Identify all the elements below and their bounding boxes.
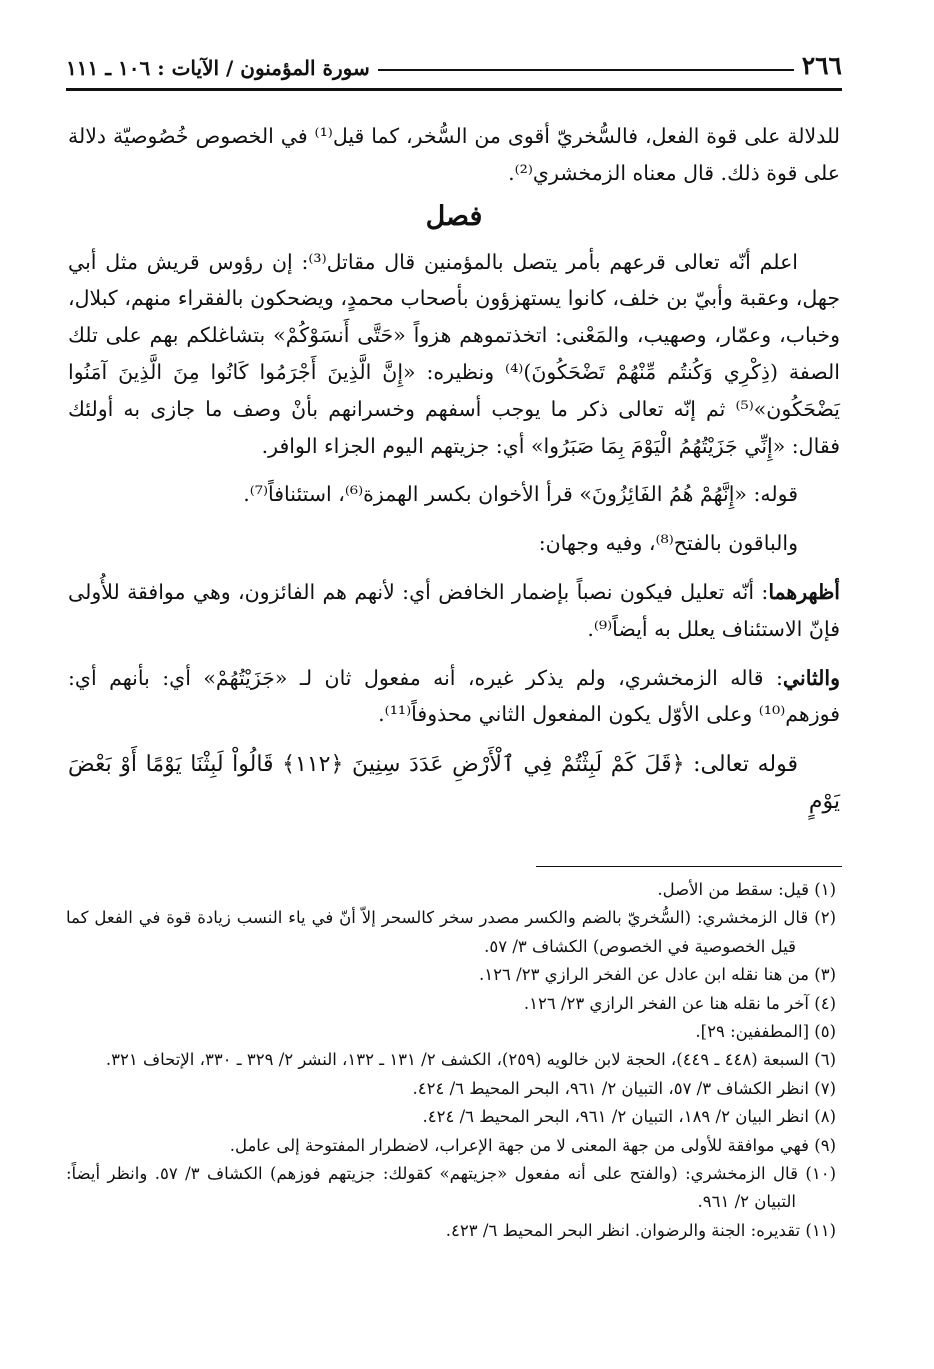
header-rule (378, 69, 794, 71)
paragraph-6-text: : قاله الزمخشري، ولم يذكر غيره، أنه مفعول ثان لـ «جَزَيْتُهُمْ» أي: بأنهم أي: فوزهم⁽¹⁰⁾ وعلى الأوّل يكون المفعول الثاني محذوفاً⁽¹¹⁾. (68, 665, 840, 727)
running-title: سورة المؤمنون / الآيات : ١٠٦ ـ ١١١ (66, 56, 370, 80)
paragraph-1: للدلالة على قوة الفعل، فالسُّخريّ أقوى من السُّخر، كما قيل⁽¹⁾ في الخصوص خُصُوصيّة دلالة على قوة ذلك. قال معناه الزمخشري⁽²⁾. (68, 124, 840, 185)
footnote: (١١) تقديره: الجنة والرضوان. انظر البحر المحيط ٦/ ٤٢٣. (445, 1220, 836, 1240)
footnote: (١٠) قال الزمخشري: (والفتح على أنه مفعول «جزيتهم» كقولك: جزيتهم فوزهم) الكشاف ٣/ ٥٧. وانظر أيضاً: التبيان ٢/ ٩٦١. (66, 1164, 836, 1212)
footnote: (١) قيل: سقط من الأصل. (657, 880, 836, 899)
running-header (66, 40, 842, 80)
footnote: (٥) [المطففين: ٢٩]. (695, 1022, 836, 1042)
section-heading: فصل (425, 200, 483, 232)
footnote: (٧) انظر الكشاف ٣/ ٥٧، التبيان ٢/ ٩٦١، البحر المحيط ٦/ ٤٢٤. (412, 1078, 836, 1098)
paragraph-6 (68, 660, 840, 734)
paragraph-6-label: والثاني (782, 665, 840, 690)
footnote-separator (536, 866, 842, 867)
paragraph-2: اعلم أنّه تعالى قرعهم بأمر يتصل بالمؤمنين قال مقاتل⁽³⁾: إن رؤوس قريش مثل أبي جهل، وعقبة وأبيّ بن خلف، كانوا يستهزؤون بأصحاب محمدٍ، ويضحكون بالفقراء منهم، كبلال، وخباب، وعمّار، وصهيب، والمَعْنى: اتخذتموهم هزواً «حَتَّى أَنسَوْكُمْ» بتشاغلكم بهم على تلك الصفة (ذِكْرِي وَكُنتُم مِّنْهُمْ تَضْحَكُونَ)⁽⁴⁾ ونظيره: «إِنَّ الَّذِينَ أَجْرَمُوا كَانُوا مِنَ الَّذِينَ آمَنُوا يَضْحَكُون»⁽⁵⁾ ثم إنّه تعالى ذكر ما يوجب أسفهم وخسرانهم بأنْ وصف ما جازى به أولئك فقال: «إِنِّي جَزَيْتُهُمُ الْيَوْمَ بِمَا صَبَرُوا» أي: جزيتهم اليوم الجزاء الوافر. (68, 249, 840, 458)
paragraph-3: قوله: «إِنَّهُمْ هُمُ الفَائِزُونَ» قرأ الأخوان بكسر الهمزة⁽⁶⁾، استئنافاً⁽⁷⁾. (243, 482, 798, 507)
paragraph-5 (68, 574, 840, 648)
main-text (68, 118, 840, 821)
page-number: ٢٦٦ (801, 51, 842, 80)
footnote: (٩) فهي موافقة للأولى من جهة المعنى لا من جهة الإعراب، لاضطرار المفتوحة إلى عامل. (229, 1135, 836, 1155)
footnote: (٤) آخر ما نقله هنا عن الفخر الرازي ٢٣/ ١٢٦. (523, 993, 836, 1013)
quran-verse-line: قوله تعالى: ﴿قَلَ كَمْ لَبِثْتُمْ فِي ٱلْأَرْضِ عَدَدَ سِنِينَ ﴿١١٢﴾ قَالُواْ لَبِثْنَا يَوْمًا أَوْ بَعْضَ يَوْمٍ (68, 752, 840, 814)
paragraph-5-text: : أنّه تعليل فيكون نصباً بإضمار الخافض أي: لأنهم هم الفائزون، وهي موافقة للأُولى فإنّ الاستئناف يعلل به أيضاً⁽⁹⁾. (68, 579, 840, 641)
footnotes (66, 876, 836, 1245)
paragraph-5-label: أظهرهما (768, 579, 840, 604)
header-divider (66, 88, 842, 91)
footnote: (٨) انظر البيان ٢/ ١٨٩، التبيان ٢/ ٩٦١، البحر المحيط ٦/ ٤٢٤. (422, 1107, 836, 1127)
footnote: (٢) قال الزمخشري: (السُّخريّ بالضم والكسر مصدر سخر كالسحر إلاّ أنّ في ياء النسب زيادة قوة في الفعل كما قيل الخصوصية في الخصوص) الكشاف ٣/ ٥٧. (66, 908, 836, 956)
paragraph-4: والباقون بالفتح⁽⁸⁾، وفيه وجهان: (538, 531, 798, 556)
footnote: (٦) السبعة (٤٤٨ ـ ٤٤٩)، الحجة لابن خالويه (٢٥٩)، الكشف ٢/ ١٣١ ـ ١٣٢، النشر ٢/ ٣٢٩ ـ ٣٣٠، الإتحاف ٣٢١. (105, 1050, 836, 1070)
footnote: (٣) من هنا نقله ابن عادل عن الفخر الرازي ٢٣/ ١٢٦. (479, 965, 836, 985)
